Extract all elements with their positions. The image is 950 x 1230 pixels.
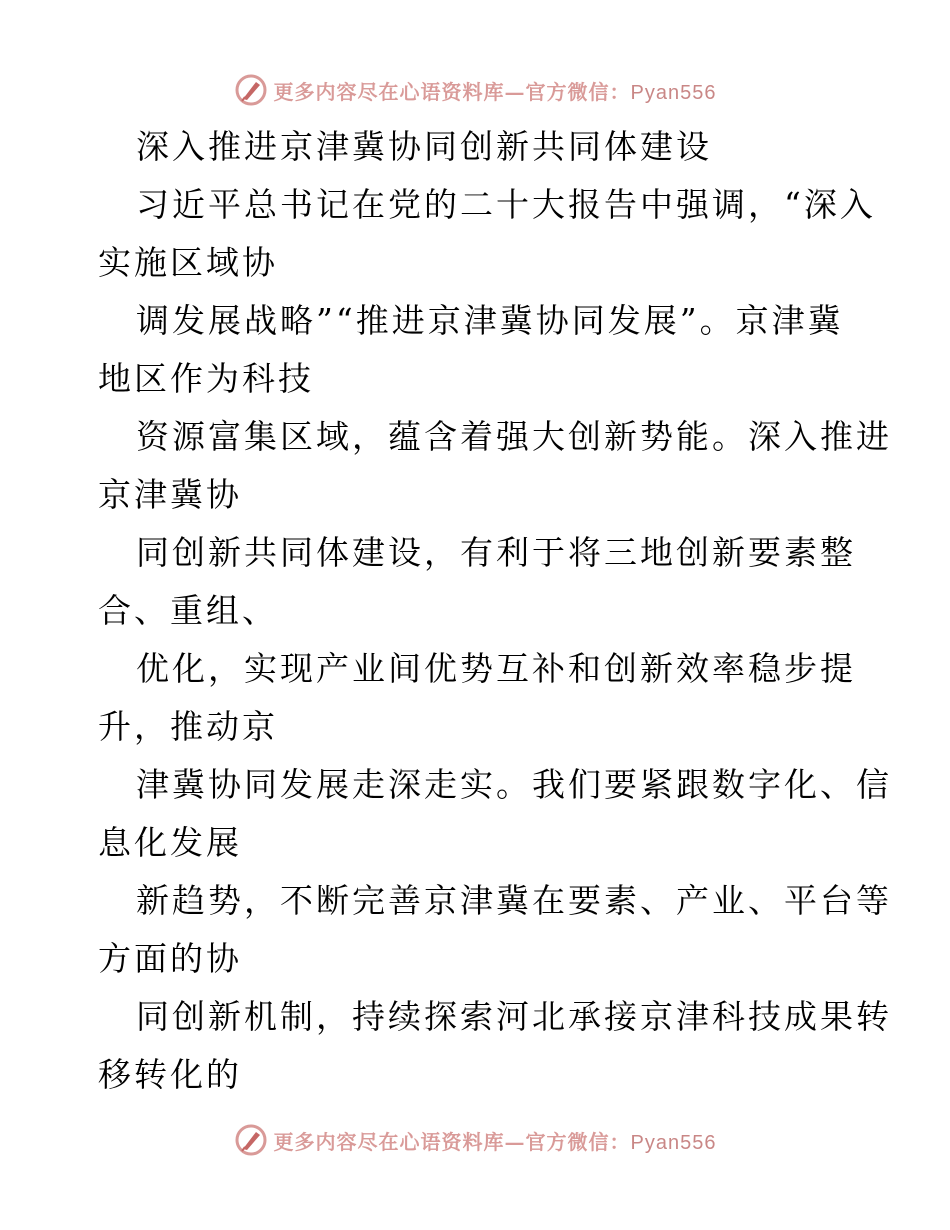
feather-pen-logo-icon <box>234 1123 268 1157</box>
paragraph-line: 资源富集区域，蕴含着强大创新势能。深入推进 <box>136 417 892 456</box>
document-body <box>98 118 892 1104</box>
paragraph-line: 京津冀协 <box>98 475 242 514</box>
paragraph-line: 升，推动京 <box>98 707 278 746</box>
paragraph-line: 习近平总书记在党的二十大报告中强调，“深入 <box>136 185 876 224</box>
feather-pen-logo-icon <box>234 73 268 107</box>
footer-banner-text: 更多内容尽在心语资料库—官方微信：Pyan556 <box>273 1129 717 1154</box>
paragraph-line: 实施区域协 <box>98 243 278 282</box>
header-banner <box>0 70 950 110</box>
paragraph-line: 同创新共同体建设，有利于将三地创新要素整 <box>136 533 856 572</box>
footer-wechat-id: Pyan556 <box>630 1131 717 1154</box>
paragraph-line: 地区作为科技 <box>98 359 314 398</box>
footer-banner <box>0 1120 950 1160</box>
paragraph-line: 合、重组、 <box>98 591 278 630</box>
header-wechat-id: Pyan556 <box>630 81 717 104</box>
paragraph-line: 新趋势，不断完善京津冀在要素、产业、平台等 <box>136 881 892 920</box>
paragraph-line: 同创新机制，持续探索河北承接京津科技成果转 <box>136 997 892 1036</box>
paragraph-line: 息化发展 <box>98 823 242 862</box>
paragraph-line: 调发展战略”“推进京津冀协同发展”。京津冀 <box>136 301 844 340</box>
document-title: 深入推进京津冀协同创新共同体建设 <box>136 127 712 166</box>
paragraph-line: 方面的协 <box>98 939 242 978</box>
paragraph-line: 优化，实现产业间优势互补和创新效率稳步提 <box>136 649 856 688</box>
paragraph-line: 移转化的 <box>98 1055 242 1094</box>
header-banner-text: 更多内容尽在心语资料库—官方微信：Pyan556 <box>273 79 717 104</box>
paragraph-line: 津冀协同发展走深走实。我们要紧跟数字化、信 <box>136 765 892 804</box>
